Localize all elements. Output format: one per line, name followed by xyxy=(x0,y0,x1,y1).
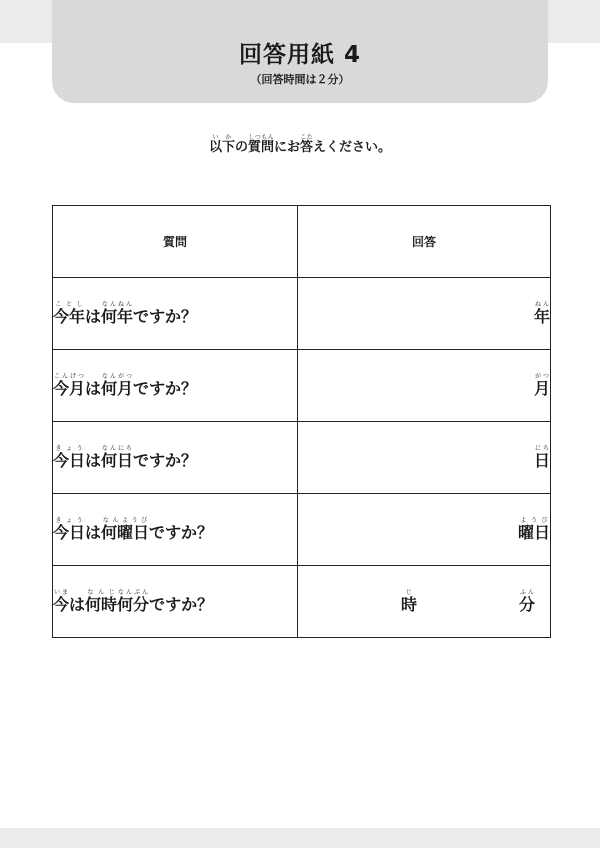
answer-column-header: 回答 xyxy=(298,206,551,278)
answer-cell[interactable]: 月がつ xyxy=(298,350,551,422)
page-title: 回答用紙 4 xyxy=(238,42,361,68)
answer-cell[interactable]: 年ねん xyxy=(298,278,551,350)
answer-cell[interactable]: 日にち xyxy=(298,422,551,494)
question-column-header: 質問 xyxy=(53,206,298,278)
instruction-kanji-4: 答こた xyxy=(300,134,314,155)
question-cell: 今日きょうは何曜日なんようびですか？ xyxy=(53,494,298,566)
table-row xyxy=(53,422,551,494)
page-subtitle: （回答時間は２分） xyxy=(250,73,350,86)
table-row xyxy=(53,278,551,350)
question-cell: 今いまは何時なんじ何分なんぷんですか？ xyxy=(53,566,298,638)
table-row xyxy=(53,350,551,422)
answer-cell[interactable] xyxy=(298,566,551,638)
minute-label: 分ふん xyxy=(518,588,535,614)
table-row xyxy=(53,566,551,638)
question-cell: 今日きょうは何日なんにちですか？ xyxy=(53,422,298,494)
question-cell: 今年ことしは何年なんねんですか？ xyxy=(53,278,298,350)
instruction-kanji-2: 下か xyxy=(221,134,235,155)
table-row xyxy=(53,494,551,566)
header-box xyxy=(52,0,548,103)
bottom-band xyxy=(0,828,600,848)
hour-label: 時じ xyxy=(401,588,418,614)
qa-table xyxy=(52,205,551,638)
instruction-text: 以い下かの質問しつもんにお答こたえください。 xyxy=(208,134,392,155)
answer-cell[interactable]: 曜日ようび xyxy=(298,494,551,566)
instruction-kanji-3: 質問しつもん xyxy=(247,134,274,155)
instruction-kanji-1: 以い xyxy=(208,134,222,155)
table-header-row xyxy=(53,206,551,278)
question-cell: 今月こんげつは何月なんがつですか？ xyxy=(53,350,298,422)
